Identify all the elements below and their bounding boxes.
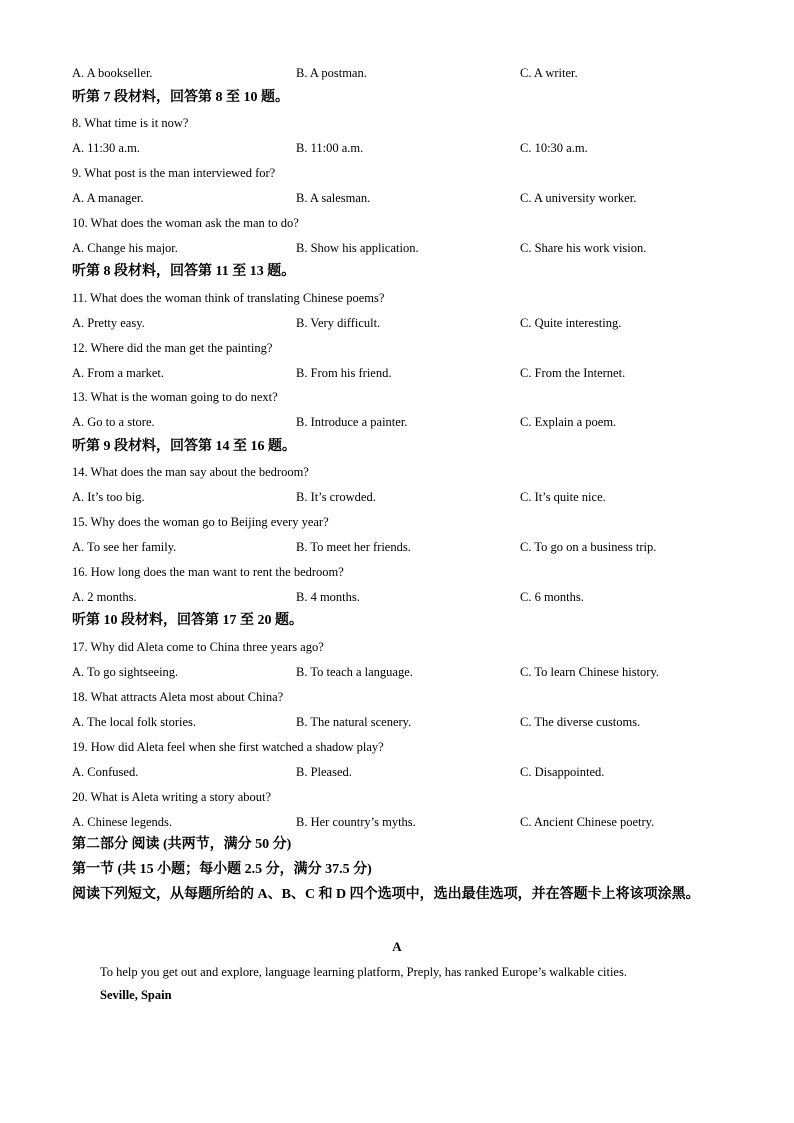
option-c: C. It’s quite nice.	[520, 490, 606, 504]
option-a: A. A manager.	[72, 191, 144, 205]
question-text: 17. Why did Aleta come to China three years ago?	[72, 640, 324, 654]
question-text: 13. What is the woman going to do next?	[72, 390, 278, 404]
question-text: 8. What time is it now?	[72, 116, 189, 130]
option-b: B. Her country’s myths.	[296, 815, 416, 829]
option-a: A. 11:30 a.m.	[72, 141, 140, 155]
option-b: B. The natural scenery.	[296, 715, 412, 729]
option-c: C. To go on a business trip.	[520, 540, 657, 554]
option-b: B. 4 months.	[296, 590, 360, 604]
option-b: B. It’s crowded.	[296, 490, 376, 504]
option-b: B. To meet her friends.	[296, 540, 411, 554]
section-heading: 听第 8 段材料，回答第 11 至 13 题。	[72, 264, 296, 279]
section-heading: 听第 9 段材料，回答第 14 至 16 题。	[72, 439, 296, 454]
option-c: C. From the Internet.	[520, 366, 626, 380]
question-text: 10. What does the woman ask the man to do?	[72, 216, 299, 230]
option-b: B. To teach a language.	[296, 665, 413, 679]
question-text: 19. How did Aleta feel when she first watched a shadow play?	[72, 740, 384, 754]
option-c: C. To learn Chinese history.	[520, 665, 660, 679]
option-a: A. To see her family.	[72, 540, 177, 554]
option-a: A. Go to a store.	[72, 415, 155, 429]
option-c: C. Quite interesting.	[520, 316, 622, 330]
option-b: B. Pleased.	[296, 765, 352, 779]
question-text: 12. Where did the man get the painting?	[72, 341, 273, 355]
option-b: B. Show his application.	[296, 241, 419, 255]
option-c: C. A writer.	[520, 66, 578, 80]
option-c: C. The diverse customs.	[520, 715, 641, 729]
section-heading: 听第 10 段材料，回答第 17 至 20 题。	[72, 613, 303, 628]
option-c: C. Explain a poem.	[520, 415, 617, 429]
question-text: 15. Why does the woman go to Beijing every year?	[72, 515, 329, 529]
question-text: 14. What does the man say about the bedroom?	[72, 465, 309, 479]
passage-label: A	[392, 939, 402, 954]
option-a: A. Change his major.	[72, 241, 178, 255]
option-a: A. Pretty easy.	[72, 316, 145, 330]
option-a: A. A bookseller.	[72, 66, 153, 80]
option-c: C. 6 months.	[520, 590, 584, 604]
option-c: C. 10:30 a.m.	[520, 141, 588, 155]
option-b: B. From his friend.	[296, 366, 392, 380]
question-text: 16. How long does the man want to rent the bedroom?	[72, 565, 344, 579]
option-c: C. Share his work vision.	[520, 241, 647, 255]
section-heading: 第一节 (共 15 小题；每小题 2.5 分，满分 37.5 分)	[72, 862, 372, 877]
option-a: A. From a market.	[72, 366, 164, 380]
option-a: A. The local folk stories.	[72, 715, 197, 729]
option-c: C. Disappointed.	[520, 765, 605, 779]
option-a: A. It’s too big.	[72, 490, 145, 504]
option-b: B. A salesman.	[296, 191, 371, 205]
option-b: B. Introduce a painter.	[296, 415, 408, 429]
section-heading: 第二部分 阅读 (共两节，满分 50 分)	[72, 837, 292, 852]
option-c: C. Ancient Chinese poetry.	[520, 815, 655, 829]
question-text: 9. What post is the man interviewed for?	[72, 166, 276, 180]
passage-subheading: Seville, Spain	[100, 988, 172, 1002]
option-a: A. Chinese legends.	[72, 815, 172, 829]
section-heading: 听第 7 段材料，回答第 8 至 10 题。	[72, 90, 289, 105]
reading-instruction: 阅读下列短文，从每题所给的 A、B、C 和 D 四个选项中，选出最佳选项，并在答题卡上将该项涂黑。	[72, 887, 700, 902]
option-b: B. 11:00 a.m.	[296, 141, 364, 155]
passage-intro: To help you get out and explore, language learning platform, Preply, has ranked Europe’s walkable cities.	[100, 965, 627, 979]
option-b: B. A postman.	[296, 66, 367, 80]
option-a: A. To go sightseeing.	[72, 665, 179, 679]
option-b: B. Very difficult.	[296, 316, 381, 330]
option-a: A. Confused.	[72, 765, 139, 779]
question-text: 20. What is Aleta writing a story about?	[72, 790, 272, 804]
question-text: 18. What attracts Aleta most about China?	[72, 690, 284, 704]
option-c: C. A university worker.	[520, 191, 637, 205]
question-text: 11. What does the woman think of translating Chinese poems?	[72, 291, 385, 305]
option-a: A. 2 months.	[72, 590, 137, 604]
